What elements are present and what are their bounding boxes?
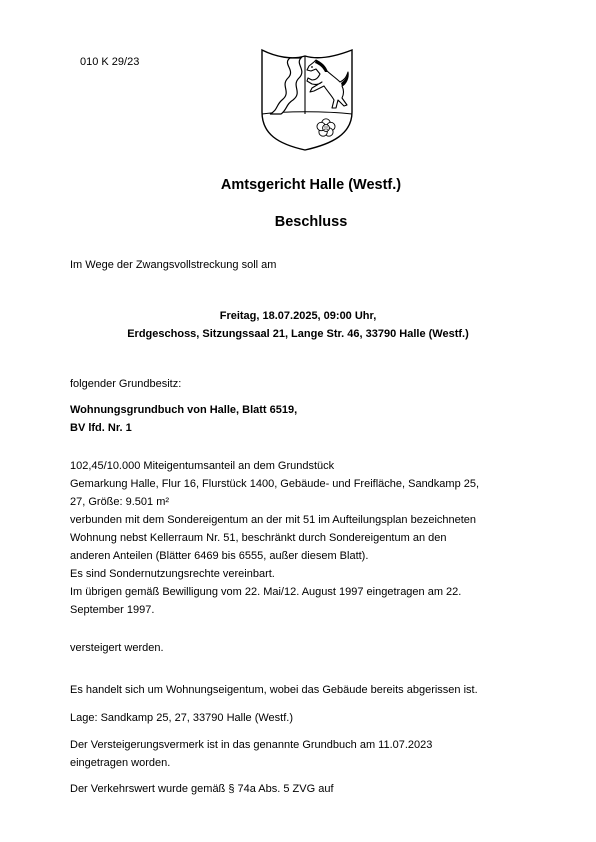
nrw-coat-of-arms-icon xyxy=(254,42,360,154)
property-description-line: anderen Anteilen (Blätter 6469 bis 6555, außer diesem Blatt). xyxy=(70,550,369,562)
auction-phrase: versteigert werden. xyxy=(70,642,164,654)
property-description-line: Wohnung nebst Kellerraum Nr. 51, beschränkt durch Sondereigentum an den xyxy=(70,532,447,544)
location-note: Lage: Sandkamp 25, 27, 33790 Halle (Westf.) xyxy=(70,712,293,724)
property-intro: folgender Grundbesitz: xyxy=(70,378,182,390)
court-name: Amtsgericht Halle (Westf.) xyxy=(220,177,402,193)
property-description-line: September 1997. xyxy=(70,604,155,616)
property-description-line: verbunden mit dem Sondereigentum an der mit 51 im Aufteilungsplan bezeichneten xyxy=(70,514,477,526)
property-description-line: Es sind Sondernutzungsrechte vereinbart. xyxy=(70,568,275,580)
property-description-line: 27, Größe: 9.501 m² xyxy=(70,496,170,508)
property-description-line: Im übrigen gemäß Bewilligung vom 22. Mai/12. August 1997 eingetragen am 22. xyxy=(70,586,462,598)
intro-text: Im Wege der Zwangsvollstreckung soll am xyxy=(70,259,277,271)
property-description-line: 102,45/10.000 Miteigentumsanteil an dem Grundstück xyxy=(70,460,335,472)
property-description-line: Gemarkung Halle, Flur 16, Flurstück 1400, Gebäude- und Freifläche, Sandkamp 25, xyxy=(70,478,480,490)
appointment-date-time: Freitag, 18.07.2025, 09:00 Uhr, xyxy=(219,310,377,322)
land-register-line: Wohnungsgrundbuch von Halle, Blatt 6519, xyxy=(70,404,298,416)
case-number: 010 K 29/23 xyxy=(80,56,140,68)
registration-note-line: Der Versteigerungsvermerk ist in das genannte Grundbuch am 11.07.2023 xyxy=(70,739,433,751)
property-type-note: Es handelt sich um Wohnungseigentum, wobei das Gebäude bereits abgerissen ist. xyxy=(70,684,478,696)
registration-note-line: eingetragen worden. xyxy=(70,757,171,769)
land-register-line: BV lfd. Nr. 1 xyxy=(70,422,132,434)
appointment-location: Erdgeschoss, Sitzungssaal 21, Lange Str. 46, 33790 Halle (Westf.) xyxy=(127,328,469,340)
document-type: Beschluss xyxy=(274,214,348,230)
market-value-note: Der Verkehrswert wurde gemäß § 74a Abs. 5 ZVG auf xyxy=(70,783,334,795)
